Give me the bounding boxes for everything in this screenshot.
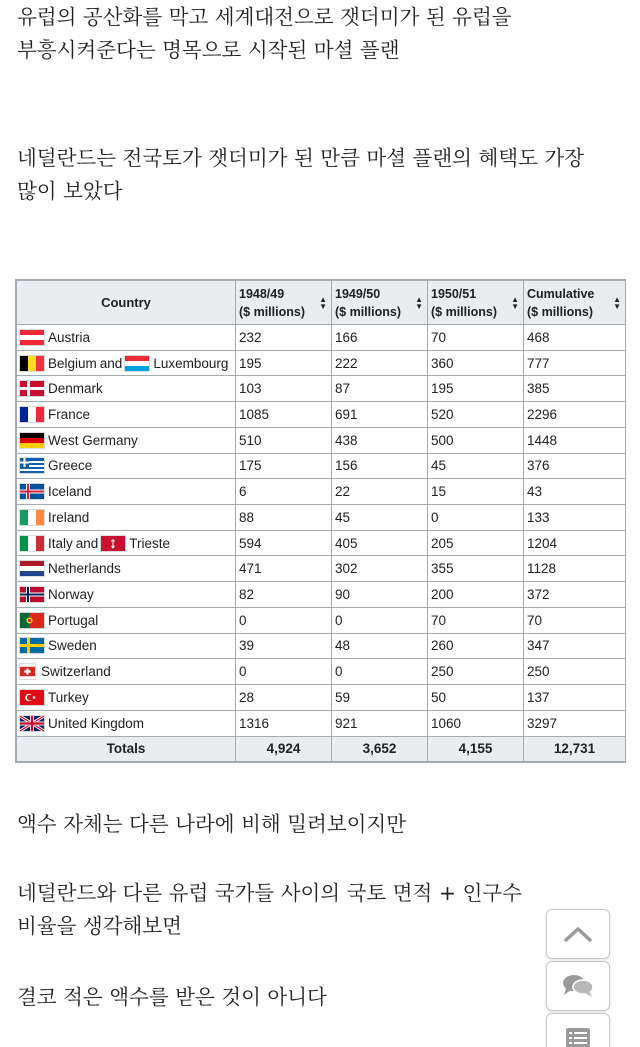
column-header-label: 1949/50 bbox=[335, 286, 381, 301]
value-1949-50: 166 bbox=[332, 325, 428, 351]
trieste-flag-icon bbox=[101, 536, 125, 551]
country-name: Italy bbox=[48, 535, 73, 551]
country-cell bbox=[17, 710, 236, 736]
marshall-plan-table bbox=[16, 280, 626, 762]
table-row bbox=[17, 710, 626, 736]
column-header-country[interactable] bbox=[17, 281, 236, 325]
conclusion-paragraph: 결코 적은 액수를 받은 것이 아니다 bbox=[17, 985, 327, 1009]
value-1950-51: 70 bbox=[428, 607, 524, 633]
value-cumulative: 1204 bbox=[524, 530, 626, 556]
value-1950-51: 205 bbox=[428, 530, 524, 556]
table-row bbox=[17, 659, 626, 685]
value-1950-51: 0 bbox=[428, 505, 524, 531]
value-cumulative: 385 bbox=[524, 376, 626, 402]
value-1949-50: 22 bbox=[332, 479, 428, 505]
totals-row bbox=[17, 736, 626, 762]
country-cell bbox=[17, 350, 236, 376]
country-cell bbox=[17, 325, 236, 351]
country-name: Switzerland bbox=[41, 664, 111, 680]
table-row bbox=[17, 685, 626, 711]
sort-icon[interactable]: ▲ ▼ bbox=[613, 294, 621, 311]
table-row bbox=[17, 505, 626, 531]
country-cell bbox=[17, 505, 236, 531]
value-1948-49: 510 bbox=[236, 427, 332, 453]
italy-flag-icon bbox=[20, 536, 44, 551]
value-1950-51: 15 bbox=[428, 479, 524, 505]
conjunction: and bbox=[75, 535, 99, 551]
value-1949-50: 156 bbox=[332, 453, 428, 479]
table-row bbox=[17, 402, 626, 428]
column-header-label: Cumulative bbox=[527, 286, 595, 301]
country-cell bbox=[17, 376, 236, 402]
value-1950-51: 195 bbox=[428, 376, 524, 402]
value-1949-50: 405 bbox=[332, 530, 428, 556]
value-1948-49: 195 bbox=[236, 350, 332, 376]
country-name: West Germany bbox=[48, 432, 138, 448]
value-cumulative: 777 bbox=[524, 350, 626, 376]
column-header-unit: ($ millions) bbox=[239, 304, 305, 319]
value-1950-51: 260 bbox=[428, 633, 524, 659]
united-kingdom-flag-icon bbox=[20, 716, 44, 731]
value-cumulative: 468 bbox=[524, 325, 626, 351]
value-1950-51: 500 bbox=[428, 427, 524, 453]
country-cell bbox=[17, 402, 236, 428]
total-cumulative: 12,731 bbox=[524, 736, 626, 762]
value-1948-49: 28 bbox=[236, 685, 332, 711]
table-row bbox=[17, 325, 626, 351]
sweden-flag-icon bbox=[20, 638, 44, 653]
value-1948-49: 82 bbox=[236, 582, 332, 608]
value-1949-50: 90 bbox=[332, 582, 428, 608]
country-cell bbox=[17, 607, 236, 633]
country-name: United Kingdom bbox=[48, 715, 145, 731]
country-name: Ireland bbox=[48, 509, 90, 525]
country-cell bbox=[17, 530, 236, 556]
intro-paragraph: 유럽의 공산화를 막고 세계대전으로 잿더미가 된 유럽을 부흥시켜준다는 명목으로 시작된 마셜 플랜 bbox=[17, 5, 512, 62]
value-1949-50: 59 bbox=[332, 685, 428, 711]
country-name: Luxembourg bbox=[153, 355, 229, 371]
sort-icon[interactable]: ▲ ▼ bbox=[415, 294, 423, 311]
conjunction: and bbox=[99, 355, 123, 371]
table-row bbox=[17, 607, 626, 633]
country-name: Netherlands bbox=[48, 561, 121, 577]
value-cumulative: 3297 bbox=[524, 710, 626, 736]
table-row bbox=[17, 530, 626, 556]
total-1948-49: 4,924 bbox=[236, 736, 332, 762]
value-1949-50: 222 bbox=[332, 350, 428, 376]
column-header-label: 1950/51 bbox=[431, 286, 477, 301]
norway-flag-icon bbox=[20, 587, 44, 602]
chevron-up-icon bbox=[563, 925, 593, 943]
comment-icon bbox=[560, 971, 596, 1001]
value-1948-49: 0 bbox=[236, 607, 332, 633]
comment-button[interactable] bbox=[546, 961, 610, 1011]
column-header-1949-50[interactable] bbox=[332, 281, 428, 325]
value-cumulative: 1128 bbox=[524, 556, 626, 582]
value-cumulative: 250 bbox=[524, 659, 626, 685]
comparison-paragraph: 액수 자체는 다른 나라에 비해 밀려보이지만 bbox=[17, 812, 407, 836]
country-name: Norway bbox=[48, 587, 94, 603]
value-1948-49: 103 bbox=[236, 376, 332, 402]
column-header-1948-49[interactable] bbox=[236, 281, 332, 325]
country-name: Portugal bbox=[48, 612, 99, 628]
table-row bbox=[17, 427, 626, 453]
value-1950-51: 1060 bbox=[428, 710, 524, 736]
column-header-unit: ($ millions) bbox=[335, 304, 401, 319]
value-1950-51: 360 bbox=[428, 350, 524, 376]
country-cell bbox=[17, 427, 236, 453]
portugal-flag-icon bbox=[20, 613, 44, 628]
table-row bbox=[17, 479, 626, 505]
value-1948-49: 175 bbox=[236, 453, 332, 479]
value-cumulative: 376 bbox=[524, 453, 626, 479]
greece-flag-icon bbox=[20, 458, 44, 473]
column-header-unit: ($ millions) bbox=[431, 304, 497, 319]
country-cell bbox=[17, 556, 236, 582]
totals-label: Totals bbox=[17, 736, 236, 762]
country-name: Greece bbox=[48, 458, 93, 474]
value-cumulative: 137 bbox=[524, 685, 626, 711]
value-1948-49: 39 bbox=[236, 633, 332, 659]
belgium-flag-icon bbox=[20, 356, 44, 371]
netherlands-paragraph: 네덜란드는 전국토가 잿더미가 된 만큼 마셜 플랜의 혜택도 가장 많이 보았다 bbox=[17, 146, 585, 203]
country-name: Belgium bbox=[48, 355, 97, 371]
value-1950-51: 520 bbox=[428, 402, 524, 428]
total-1950-51: 4,155 bbox=[428, 736, 524, 762]
value-1950-51: 50 bbox=[428, 685, 524, 711]
column-header-1950-51[interactable] bbox=[428, 281, 524, 325]
value-1949-50: 438 bbox=[332, 427, 428, 453]
country-name: Denmark bbox=[48, 381, 103, 397]
value-1949-50: 48 bbox=[332, 633, 428, 659]
list-icon bbox=[563, 1025, 593, 1047]
ratio-paragraph: 네덜란드와 다른 유럽 국가들 사이의 국토 면적 + 인구수 비율을 생각해보면 bbox=[17, 881, 522, 938]
country-name: France bbox=[48, 407, 91, 423]
value-cumulative: 2296 bbox=[524, 402, 626, 428]
country-name: Iceland bbox=[48, 484, 92, 500]
value-1948-49: 594 bbox=[236, 530, 332, 556]
netherlands-flag-icon bbox=[20, 561, 44, 576]
table-row bbox=[17, 453, 626, 479]
country-cell bbox=[17, 453, 236, 479]
table-row bbox=[17, 633, 626, 659]
country-name: Trieste bbox=[129, 535, 171, 551]
luxembourg-flag-icon bbox=[125, 356, 149, 371]
sort-icon[interactable]: ▲ ▼ bbox=[511, 294, 519, 311]
total-1949-50: 3,652 bbox=[332, 736, 428, 762]
column-header-label: 1948/49 bbox=[239, 286, 285, 301]
column-header-cumulative[interactable] bbox=[524, 281, 626, 325]
country-cell bbox=[17, 479, 236, 505]
turkey-flag-icon bbox=[20, 690, 44, 705]
value-cumulative: 347 bbox=[524, 633, 626, 659]
country-cell bbox=[17, 659, 236, 685]
denmark-flag-icon bbox=[20, 381, 44, 396]
sort-icon[interactable]: ▲ ▼ bbox=[319, 294, 327, 311]
value-cumulative: 70 bbox=[524, 607, 626, 633]
value-1950-51: 355 bbox=[428, 556, 524, 582]
country-name: Turkey bbox=[48, 689, 89, 705]
germany-flag-icon bbox=[20, 433, 44, 448]
table-header-row bbox=[17, 281, 626, 325]
switzerland-flag-icon bbox=[20, 664, 35, 679]
marshall-plan-table-container bbox=[15, 279, 626, 763]
table-row bbox=[17, 376, 626, 402]
country-name: Sweden bbox=[48, 638, 97, 654]
value-1949-50: 0 bbox=[332, 607, 428, 633]
value-1948-49: 0 bbox=[236, 659, 332, 685]
value-1950-51: 70 bbox=[428, 325, 524, 351]
country-cell bbox=[17, 582, 236, 608]
column-header-unit: ($ millions) bbox=[527, 304, 593, 319]
value-1948-49: 88 bbox=[236, 505, 332, 531]
value-1949-50: 0 bbox=[332, 659, 428, 685]
table-row bbox=[17, 350, 626, 376]
value-1949-50: 45 bbox=[332, 505, 428, 531]
value-1949-50: 87 bbox=[332, 376, 428, 402]
value-1950-51: 250 bbox=[428, 659, 524, 685]
value-1949-50: 302 bbox=[332, 556, 428, 582]
list-button[interactable] bbox=[546, 1013, 610, 1047]
value-1948-49: 1085 bbox=[236, 402, 332, 428]
france-flag-icon bbox=[20, 407, 44, 422]
value-1948-49: 471 bbox=[236, 556, 332, 582]
country-name: Austria bbox=[48, 329, 91, 345]
value-1949-50: 691 bbox=[332, 402, 428, 428]
value-1948-49: 232 bbox=[236, 325, 332, 351]
ireland-flag-icon bbox=[20, 510, 44, 525]
value-1950-51: 200 bbox=[428, 582, 524, 608]
value-cumulative: 43 bbox=[524, 479, 626, 505]
country-cell bbox=[17, 685, 236, 711]
value-1948-49: 1316 bbox=[236, 710, 332, 736]
scroll-top-button[interactable] bbox=[546, 909, 610, 959]
value-cumulative: 133 bbox=[524, 505, 626, 531]
table-row bbox=[17, 556, 626, 582]
value-1948-49: 6 bbox=[236, 479, 332, 505]
column-header-country-label: Country bbox=[101, 294, 151, 310]
value-cumulative: 1448 bbox=[524, 427, 626, 453]
country-cell bbox=[17, 633, 236, 659]
value-1949-50: 921 bbox=[332, 710, 428, 736]
value-1950-51: 45 bbox=[428, 453, 524, 479]
iceland-flag-icon bbox=[20, 484, 44, 499]
table-row bbox=[17, 582, 626, 608]
austria-flag-icon bbox=[20, 330, 44, 345]
value-cumulative: 372 bbox=[524, 582, 626, 608]
